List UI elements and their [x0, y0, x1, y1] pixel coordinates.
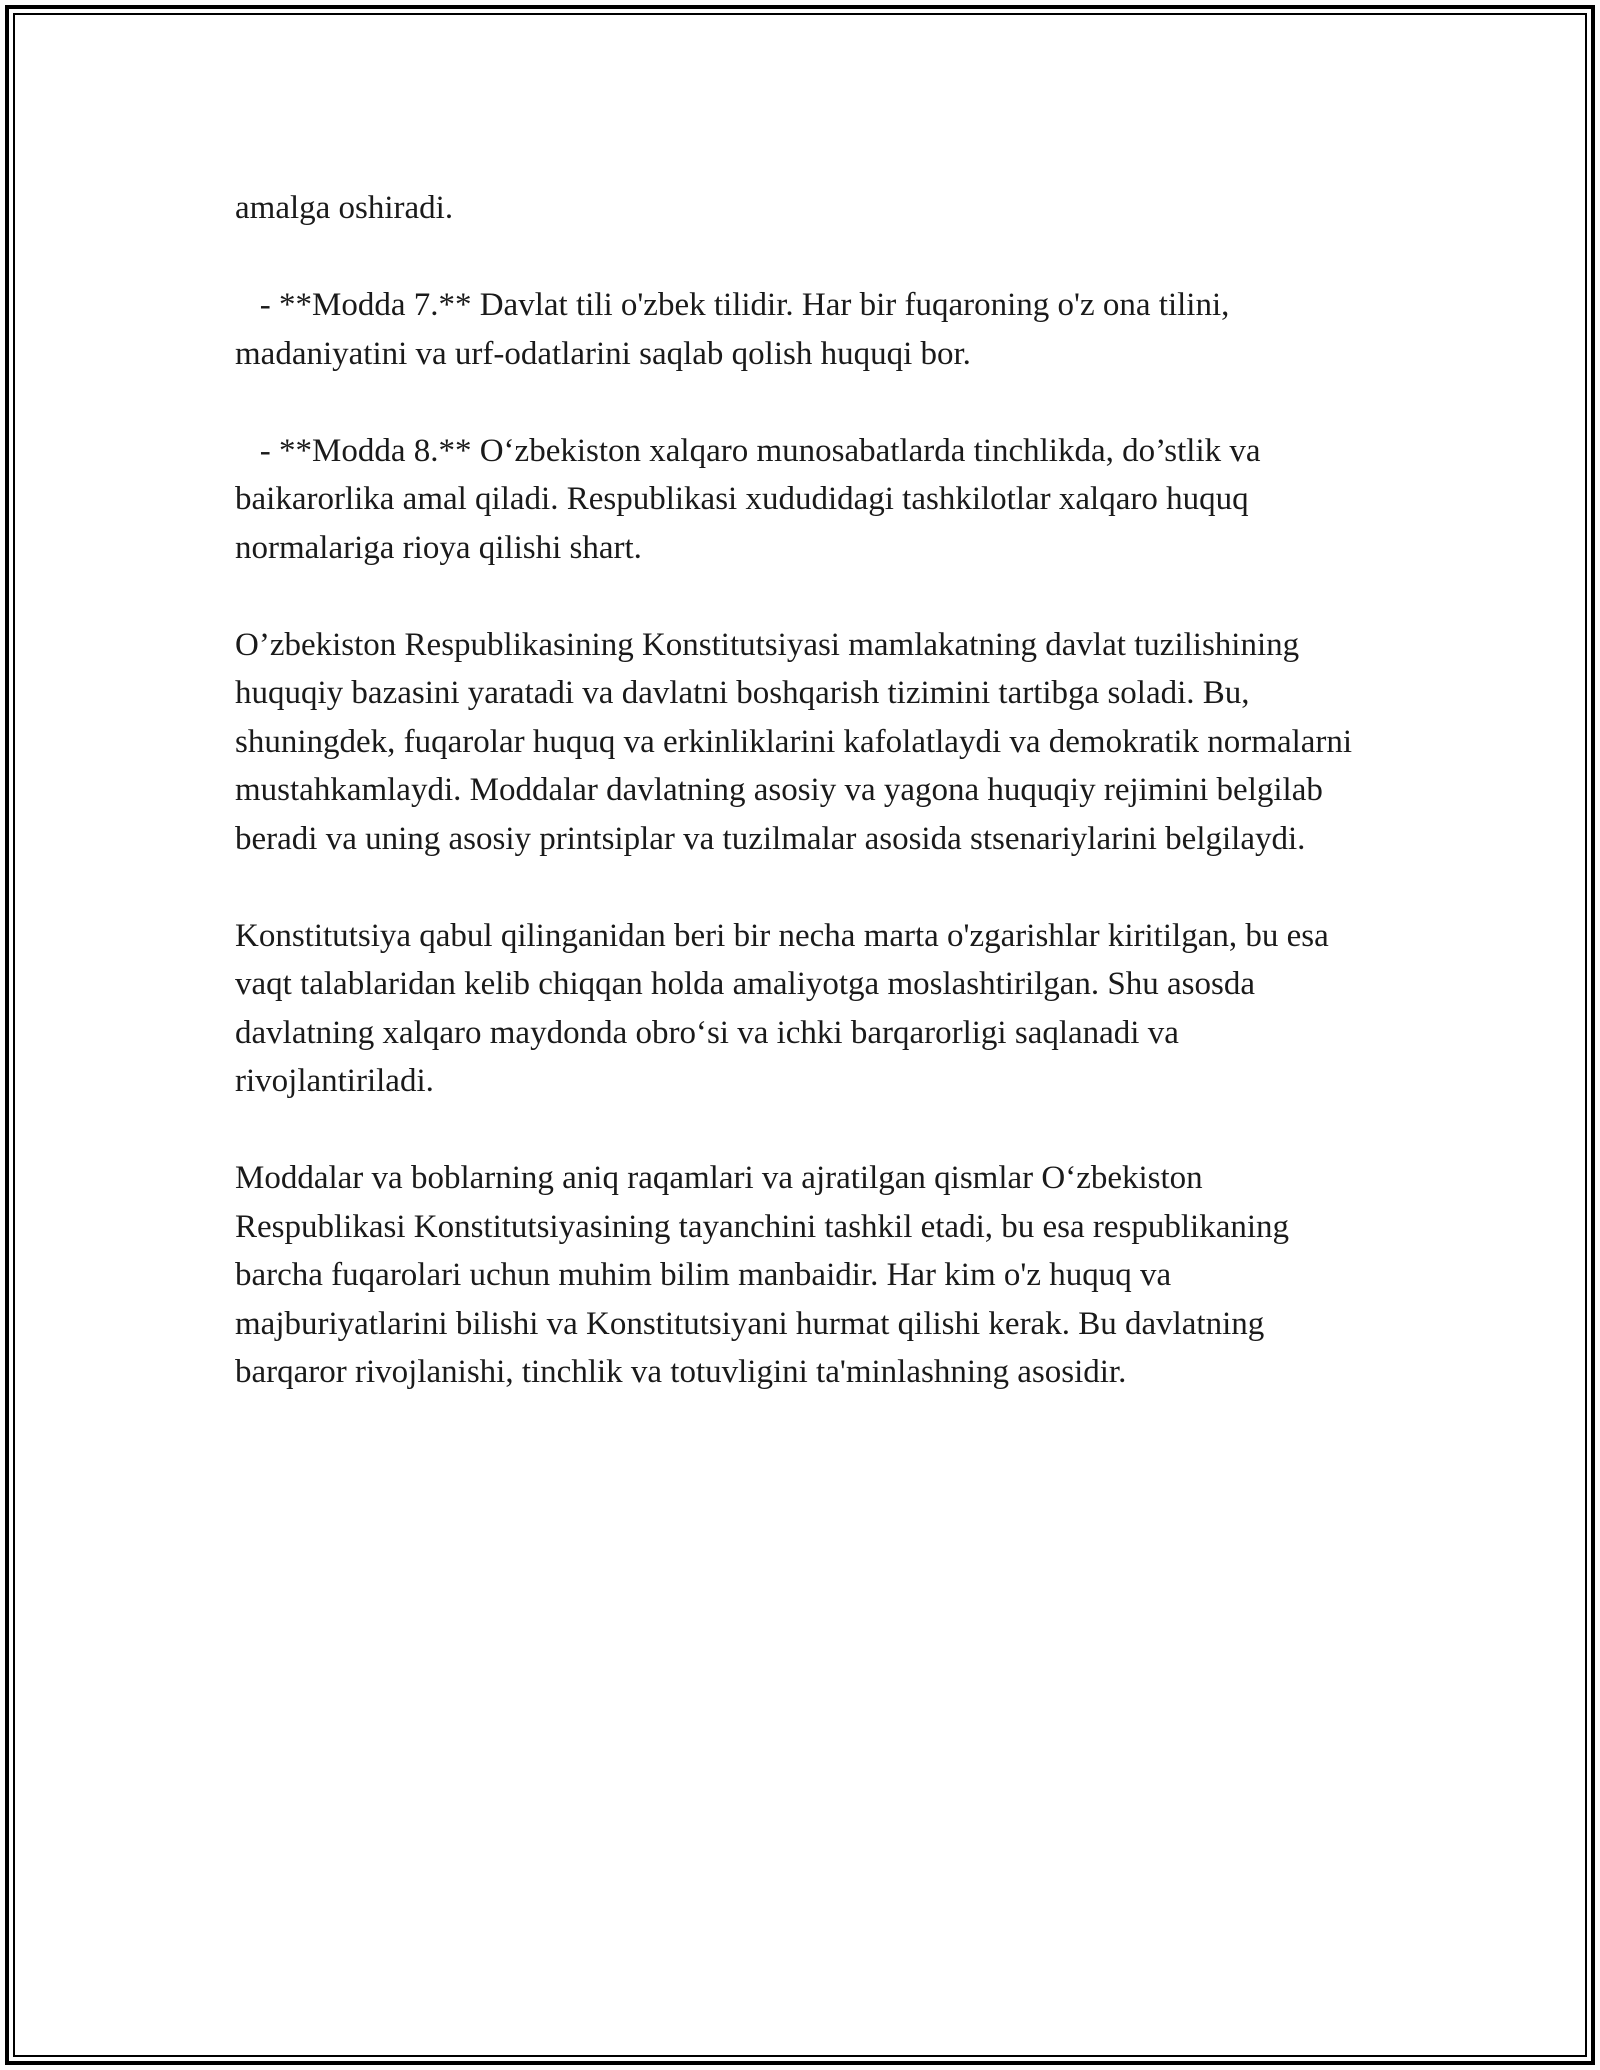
- paragraph-amendments: Konstitutsiya qabul qilinganidan beri bir necha marta o'zgarishlar kiritilgan, bu esa vaqt talablaridan kelib chiqqan holda amaliyotga moslashtirilgan. Shu asosda davlatning xalqaro maydonda obro‘si va ichki barqarorligi saqlanadi va rivojlantiriladi.: [235, 917, 1337, 1099]
- paragraph-article-7: - **Modda 7.** Davlat tili o'zbek tilidir. Har bir fuqaroning o'z ona tilini, madaniyatini va urf-odatlarini saqlab qolish huquqi bor.: [235, 287, 1238, 372]
- paragraph-article-8: - **Modda 8.** O‘zbekiston xalqaro munosabatlarda tinchlikda, do’stlik va baikarorlika amal qiladi. Respublikasi xududidagi tashkilotlar xalqaro huquq normalariga rioya qilishi shart.: [235, 432, 1269, 566]
- paragraph-constitution-overview: O’zbekiston Respublikasining Konstitutsiyasi mamlakatning davlat tuzilishining huquqiy bazasini yaratadi va davlatni boshqarish tizimini tartibga soladi. Bu, shuningdek, fuqarolar huquq va erkinliklarini kafolatlaydi va demokratik normalarni mustahkamlaydi. Moddalar davlatning asosiy va yagona huquqiy rejimini belgilab beradi va uning asosiy printsiplar va tuzilmalar asosida stsenariylarini belgilaydi.: [235, 626, 1361, 857]
- paragraph-conclusion: Moddalar va boblarning aniq raqamlari va ajratilgan qismlar O‘zbekiston Respublikasi Konstitutsiyasining tayanchini tashkil etadi, bu esa respublikaning barcha fuqarolari uchun muhim bilim manbaidir. Har kim o'z huquq va majburiyatlarini bilishi va Konstitutsiyani hurmat qilishi kerak. Bu davlatning barqaror rivojlanishi, tinchlik va totuvligini ta'minlashning asosidir.: [235, 1160, 1298, 1390]
- document-body: [235, 184, 1375, 1445]
- paragraph-continuation: amalga oshiradi.: [235, 190, 454, 226]
